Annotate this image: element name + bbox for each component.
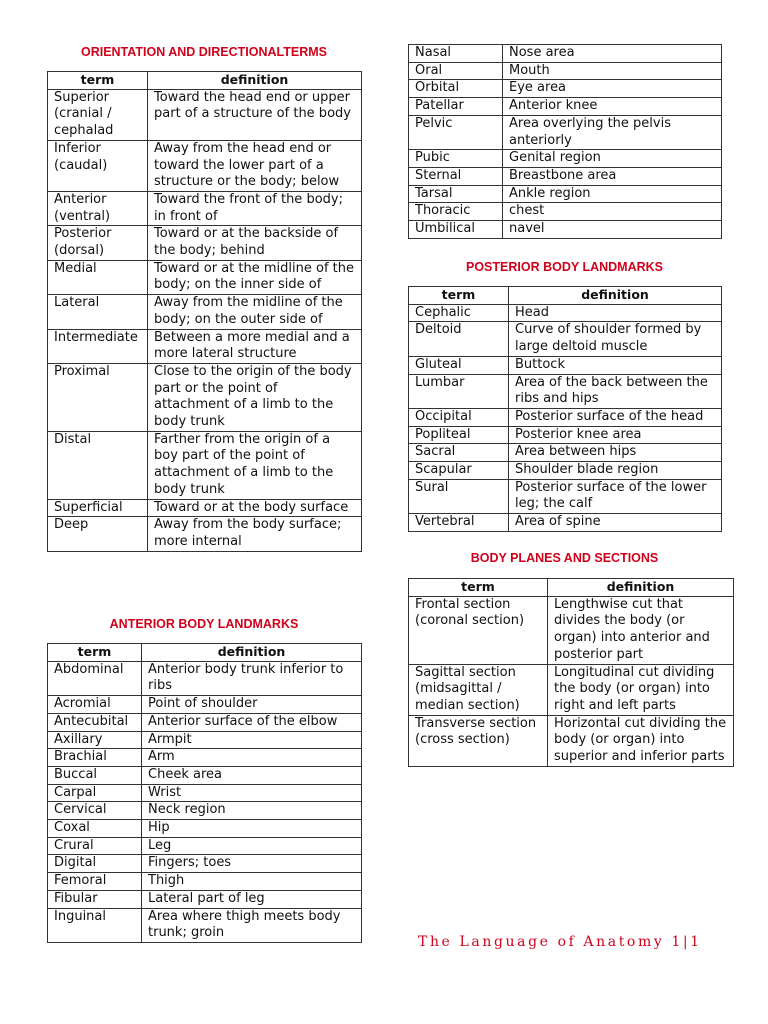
definition-cell: Breastbone area <box>503 167 722 185</box>
table-row <box>409 444 722 462</box>
term-cell: Cervical <box>48 802 142 820</box>
definition-cell: Area where thigh meets body trunk; groin <box>142 908 362 942</box>
table-row <box>48 713 362 731</box>
orientation-heading: ORIENTATION AND DIRECTIONALTERMS <box>80 45 328 59</box>
term-cell: Proximal <box>48 363 148 431</box>
definition-cell: Posterior knee area <box>509 426 722 444</box>
term-cell: Axillary <box>48 731 142 749</box>
table-row <box>48 260 362 294</box>
table-row <box>409 185 722 203</box>
term-cell: Digital <box>48 855 142 873</box>
term-cell: Patellar <box>409 98 503 116</box>
definition-cell: Wrist <box>142 784 362 802</box>
posterior-table <box>408 286 722 532</box>
term-cell: Transverse section (cross section) <box>409 715 548 766</box>
term-cell: Fibular <box>48 890 142 908</box>
definition-cell: Armpit <box>142 731 362 749</box>
term-cell: Deep <box>48 517 148 551</box>
term-cell: Buccal <box>48 766 142 784</box>
table-row <box>48 855 362 873</box>
definition-cell: Eye area <box>503 80 722 98</box>
table-row <box>48 820 362 838</box>
term-cell: Distal <box>48 431 148 499</box>
table-row <box>48 89 362 140</box>
definition-cell: Mouth <box>503 62 722 80</box>
definition-cell: Toward the head end or upper part of a structure of the body <box>148 89 362 140</box>
table-row <box>409 150 722 168</box>
table-row <box>409 80 722 98</box>
table-header-row <box>48 644 362 662</box>
definition-cell: Away from the body surface; more internal <box>148 517 362 551</box>
term-cell: Acromial <box>48 696 142 714</box>
term-cell: Occipital <box>409 408 509 426</box>
table-row <box>409 596 734 664</box>
term-cell: Deltoid <box>409 322 509 356</box>
term-cell: Superior (cranial / cephalad <box>48 89 148 140</box>
definition-cell: chest <box>503 203 722 221</box>
definition-cell: Shoulder blade region <box>509 462 722 480</box>
table-row <box>409 167 722 185</box>
term-cell: Orbital <box>409 80 503 98</box>
term-cell: Vertebral <box>409 514 509 532</box>
planes-table <box>408 578 734 767</box>
table-row <box>409 479 722 513</box>
table-row <box>48 517 362 551</box>
table-row <box>409 374 722 408</box>
definition-cell: Horizontal cut dividing the body (or organ) into superior and inferior parts <box>548 715 734 766</box>
definition-cell: Between a more medial and a more lateral structure <box>148 329 362 363</box>
definition-cell: navel <box>503 221 722 239</box>
table-row <box>48 908 362 942</box>
definition-cell: Area of the back between the ribs and hips <box>509 374 722 408</box>
definition-cell: Toward or at the midline of the body; on the inner side of <box>148 260 362 294</box>
definition-cell: Toward the front of the body; in front of <box>148 191 362 225</box>
term-cell: Sacral <box>409 444 509 462</box>
term-cell: Nasal <box>409 45 503 63</box>
definition-cell: Away from the midline of the body; on the outer side of <box>148 295 362 329</box>
definition-cell: Posterior surface of the lower leg; the calf <box>509 479 722 513</box>
table-row <box>409 715 734 766</box>
table-row <box>409 45 722 63</box>
term-cell: Lateral <box>48 295 148 329</box>
term-cell: Superficial <box>48 499 148 517</box>
table-row <box>409 356 722 374</box>
term-cell: Thoracic <box>409 203 503 221</box>
table-row <box>48 784 362 802</box>
definition-cell: Fingers; toes <box>142 855 362 873</box>
term-cell: Popliteal <box>409 426 509 444</box>
table-row <box>48 295 362 329</box>
table-row <box>48 661 362 695</box>
definition-cell: Area overlying the pelvis anteriorly <box>503 115 722 149</box>
term-cell: Femoral <box>48 873 142 891</box>
definition-cell: Ankle region <box>503 185 722 203</box>
table-row <box>48 890 362 908</box>
table-row <box>409 115 722 149</box>
table-row <box>48 363 362 431</box>
planes-heading: BODY PLANES AND SECTIONS <box>470 551 659 565</box>
definition-cell: Nose area <box>503 45 722 63</box>
definition-cell: Point of shoulder <box>142 696 362 714</box>
definition-cell: Head <box>509 304 722 322</box>
table-row <box>409 462 722 480</box>
definition-cell: Anterior surface of the elbow <box>142 713 362 731</box>
header-term: term <box>48 72 148 90</box>
header-term: term <box>409 579 548 597</box>
term-cell: Antecubital <box>48 713 142 731</box>
term-cell: Sural <box>409 479 509 513</box>
definition-cell: Toward or at the backside of the body; behind <box>148 226 362 260</box>
term-cell: Posterior (dorsal) <box>48 226 148 260</box>
table-row <box>409 203 722 221</box>
term-cell: Crural <box>48 837 142 855</box>
table-row <box>48 837 362 855</box>
posterior-heading: POSTERIOR BODY LANDMARKS <box>465 260 663 274</box>
table-row <box>409 62 722 80</box>
header-definition: definition <box>548 579 734 597</box>
orientation-table <box>47 71 362 552</box>
table-header-row <box>48 72 362 90</box>
table-row <box>48 766 362 784</box>
term-cell: Pubic <box>409 150 503 168</box>
header-definition: definition <box>142 644 362 662</box>
table-row <box>409 664 734 715</box>
definition-cell: Curve of shoulder formed by large deltoid muscle <box>509 322 722 356</box>
table-row <box>48 226 362 260</box>
table-row <box>48 431 362 499</box>
table-row <box>48 731 362 749</box>
term-cell: Scapular <box>409 462 509 480</box>
table-row <box>48 696 362 714</box>
table-header-row <box>409 579 734 597</box>
table-row <box>48 499 362 517</box>
term-cell: Tarsal <box>409 185 503 203</box>
definition-cell: Posterior surface of the head <box>509 408 722 426</box>
table-row <box>409 322 722 356</box>
definition-cell: Buttock <box>509 356 722 374</box>
term-cell: Medial <box>48 260 148 294</box>
table-row <box>48 191 362 225</box>
header-definition: definition <box>148 72 362 90</box>
definition-cell: Leg <box>142 837 362 855</box>
header-term: term <box>48 644 142 662</box>
definition-cell: Lateral part of leg <box>142 890 362 908</box>
term-cell: Abdominal <box>48 661 142 695</box>
term-cell: Intermediate <box>48 329 148 363</box>
page-footer: The Language of Anatomy 1|1 <box>418 934 702 950</box>
table-row <box>48 873 362 891</box>
definition-cell: Longitudinal cut dividing the body (or organ) into right and left parts <box>548 664 734 715</box>
header-definition: definition <box>509 287 722 305</box>
definition-cell: Anterior knee <box>503 98 722 116</box>
definition-cell: Cheek area <box>142 766 362 784</box>
definition-cell: Arm <box>142 749 362 767</box>
table-row <box>409 426 722 444</box>
anterior-continued-table <box>408 44 722 239</box>
table-row <box>409 221 722 239</box>
term-cell: Oral <box>409 62 503 80</box>
table-row <box>409 408 722 426</box>
definition-cell: Hip <box>142 820 362 838</box>
table-row <box>48 749 362 767</box>
term-cell: Anterior (ventral) <box>48 191 148 225</box>
anterior-table <box>47 643 362 943</box>
term-cell: Sagittal section (midsagittal / median section) <box>409 664 548 715</box>
definition-cell: Toward or at the body surface <box>148 499 362 517</box>
term-cell: Inguinal <box>48 908 142 942</box>
term-cell: Lumbar <box>409 374 509 408</box>
term-cell: Pelvic <box>409 115 503 149</box>
term-cell: Frontal section (coronal section) <box>409 596 548 664</box>
definition-cell: Lengthwise cut that divides the body (or organ) into anterior and posterior part <box>548 596 734 664</box>
table-row <box>409 304 722 322</box>
term-cell: Cephalic <box>409 304 509 322</box>
table-row <box>48 140 362 191</box>
table-row <box>409 98 722 116</box>
definition-cell: Farther from the origin of a boy part of the point of attachment of a limb to the body trunk <box>148 431 362 499</box>
definition-cell: Area between hips <box>509 444 722 462</box>
table-header-row <box>409 287 722 305</box>
definition-cell: Neck region <box>142 802 362 820</box>
term-cell: Brachial <box>48 749 142 767</box>
definition-cell: Close to the origin of the body part or the point of attachment of a limb to the body trunk <box>148 363 362 431</box>
table-row <box>48 329 362 363</box>
term-cell: Inferior (caudal) <box>48 140 148 191</box>
term-cell: Gluteal <box>409 356 509 374</box>
definition-cell: Thigh <box>142 873 362 891</box>
definition-cell: Area of spine <box>509 514 722 532</box>
table-row <box>409 514 722 532</box>
definition-cell: Away from the head end or toward the lower part of a structure or the body; below <box>148 140 362 191</box>
term-cell: Carpal <box>48 784 142 802</box>
definition-cell: Genital region <box>503 150 722 168</box>
term-cell: Coxal <box>48 820 142 838</box>
table-row <box>48 802 362 820</box>
term-cell: Umbilical <box>409 221 503 239</box>
term-cell: Sternal <box>409 167 503 185</box>
anterior-heading: ANTERIOR BODY LANDMARKS <box>109 617 299 631</box>
definition-cell: Anterior body trunk inferior to ribs <box>142 661 362 695</box>
header-term: term <box>409 287 509 305</box>
